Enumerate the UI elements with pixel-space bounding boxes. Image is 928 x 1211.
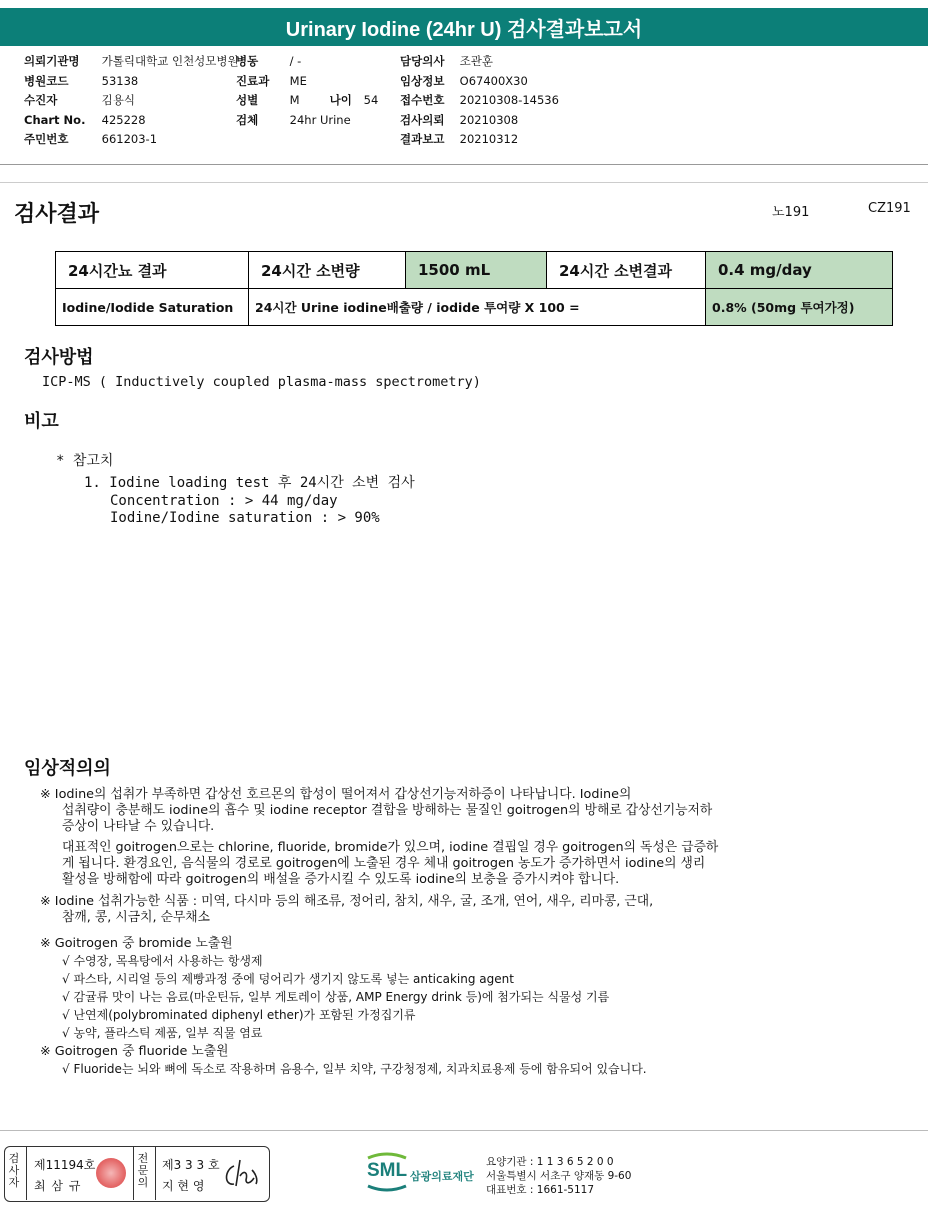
- info-row: 수진자 김용식: [24, 93, 135, 107]
- header-divider-2: [0, 182, 928, 183]
- remarks-line: Concentration : > 44 mg/day: [110, 493, 338, 509]
- sml-brand: SML: [367, 1160, 408, 1181]
- list-item: √ 농약, 플라스틱 제품, 일부 직물 염료: [62, 1026, 263, 1040]
- info-row: Chart No. 425228: [24, 112, 146, 127]
- info-row: 접수번호 20210308-14536: [400, 93, 559, 107]
- info-row: 결과보고 20210312: [400, 132, 519, 146]
- inspector-vertical-label: 검 사 자: [8, 1152, 20, 1189]
- seal-divider: [133, 1147, 134, 1200]
- remarks-line: * 참고치: [56, 453, 114, 469]
- info-row: 임상정보 O67400X30: [400, 73, 528, 88]
- doctor-license: 제3 3 3 호: [162, 1158, 220, 1172]
- list-item: √ 파스타, 시리얼 등의 제빵과정 중에 덩어리가 생기지 않도록 넣는 anticaking agent: [62, 972, 514, 986]
- age-value: 54: [363, 93, 379, 107]
- info-row: 검체 24hr Urine: [236, 112, 351, 127]
- patient-info-col3: [400, 52, 559, 150]
- report-title: Urinary Iodine (24hr U) 검사결과보고서: [285, 18, 643, 41]
- patient-info-col1: [24, 52, 239, 150]
- org-address: 서울특별시 서초구 양재동 9-60: [486, 1170, 632, 1182]
- inspector-license: 제11194호: [34, 1158, 96, 1172]
- remarks-line: 1. Iodine loading test 후 24시간 소변 검사: [84, 475, 415, 491]
- doctor-divider: [155, 1147, 156, 1200]
- inspector-divider: [26, 1147, 27, 1200]
- table-cell: 24시간뇨 결과: [56, 252, 249, 289]
- fluoride-list: [40, 1060, 910, 1078]
- table-row: [56, 252, 893, 289]
- table-row: [56, 289, 893, 326]
- doctor-vertical-label: 전 문 의: [137, 1152, 149, 1189]
- footer-divider: [0, 1130, 928, 1131]
- results-table: [55, 251, 893, 326]
- doctor-signature-icon: [220, 1156, 262, 1192]
- clinical-line: ※ Iodine 섭취가능한 식품 : 미역, 다시마 등의 해조류, 정어리, 참치, 새우, 굴, 조개, 연어, 새우, 리마콩, 근대,: [40, 894, 654, 909]
- clinical-line: 증상이 나타날 수 있습니다.: [62, 819, 215, 834]
- test-code-1: 노191: [772, 205, 810, 220]
- results-heading: 검사결과: [14, 202, 100, 227]
- clinical-body: [40, 787, 910, 1078]
- method-heading: 검사방법: [24, 347, 94, 368]
- info-row: 검사의뢰 20210308: [400, 112, 519, 127]
- clinical-line: 참깨, 콩, 시금치, 순무채소: [62, 910, 211, 925]
- info-row: 담당의사 조관훈: [400, 54, 493, 68]
- urine-result-value: 0.4 mg/day: [706, 252, 893, 289]
- org-phone: 대표번호 : 1661-5117: [486, 1184, 595, 1196]
- table-cell: 24시간 소변결과: [547, 252, 706, 289]
- inspector-seal-icon: [96, 1158, 126, 1188]
- clinical-line: 활성을 방해함에 따라 goitrogen의 배설을 증가시킬 수 있도록 iodine의 보충을 증가시켜야 합니다.: [62, 872, 620, 887]
- doctor-name: 지 현 영: [162, 1179, 205, 1193]
- table-cell: 24시간 소변량: [249, 252, 406, 289]
- clinical-line: 섭취량이 충분해도 iodine의 흡수 및 iodine receptor 결합을 방해하는 물질인 goitrogen의 방해로 갑상선기능저하: [62, 803, 713, 818]
- list-item: √ 난연제(polybrominated diphenyl ether)가 포함된 가정집기류: [62, 1008, 416, 1022]
- test-code-2: CZ191: [868, 201, 911, 216]
- remarks-heading: 비고: [24, 411, 59, 432]
- list-item: √ 수영장, 목욕탕에서 사용하는 항생제: [62, 954, 263, 968]
- info-row: 진료과 ME: [236, 73, 307, 88]
- list-item: √ Fluoride는 뇌와 뼈에 독소로 작용하며 음용수, 일부 치약, 구강청정제, 치과치료용제 등에 함유되어 있습니다.: [62, 1062, 647, 1076]
- org-code: 요양기관 : 1 1 3 6 5 2 0 0: [486, 1156, 614, 1168]
- clinical-heading: 임상적의의: [24, 758, 111, 779]
- table-cell: Iodine/Iodide Saturation: [56, 289, 249, 326]
- report-title-banner: [0, 8, 928, 46]
- age-label: 나이: [329, 93, 352, 107]
- clinical-line: 게 됩니다. 환경요인, 음식물의 경로로 goitrogen에 노출된 경우 체내 goitrogen 농도가 증가하면서 iodine의 생리: [62, 856, 706, 871]
- org-info: [486, 1155, 631, 1197]
- fluoride-heading: ※ Goitrogen 중 fluoride 노출원: [40, 1044, 229, 1059]
- table-cell: 24시간 Urine iodine배출량 / iodide 투여량 X 100 =: [249, 289, 706, 326]
- urine-volume-value: 1500 mL: [406, 252, 547, 289]
- info-row: 병원코드 53138: [24, 73, 139, 88]
- remarks-line: Iodine/Iodine saturation : > 90%: [110, 510, 380, 526]
- info-row: 병동 / -: [236, 54, 302, 68]
- sml-brand-sub: 삼광의료재단: [410, 1171, 474, 1183]
- clinical-line: ※ Iodine의 섭취가 부족하면 갑상선 호르몬의 합성이 떨어져서 갑상선기능저하증이 나타납니다. Iodine의: [40, 787, 632, 802]
- method-text: ICP-MS ( Inductively coupled plasma-mass spectrometry): [42, 374, 481, 390]
- inspector-name: 최 삼 규: [34, 1179, 82, 1193]
- bromide-list: [40, 952, 910, 1042]
- patient-info-col2: [236, 52, 378, 130]
- clinical-line: 대표적인 goitrogen으로는 chlorine, fluoride, bromide가 있으며, iodine 결핍일 경우 goitrogen의 독성은 급증하: [62, 840, 719, 855]
- info-row: 주민번호 661203-1: [24, 132, 158, 146]
- saturation-value: 0.8% (50mg 투여가정): [706, 289, 893, 326]
- info-row: 의뢰기관명 가톨릭대학교 인천성모병원: [24, 54, 239, 68]
- header-divider: [0, 164, 928, 165]
- list-item: √ 감귤류 맛이 나는 음료(마운틴듀, 일부 게토레이 상품, AMP Energy drink 등)에 첨가되는 식물성 기름: [62, 990, 610, 1004]
- info-row: 성별 M 나이 54: [236, 91, 378, 111]
- bromide-heading: ※ Goitrogen 중 bromide 노출원: [40, 936, 233, 951]
